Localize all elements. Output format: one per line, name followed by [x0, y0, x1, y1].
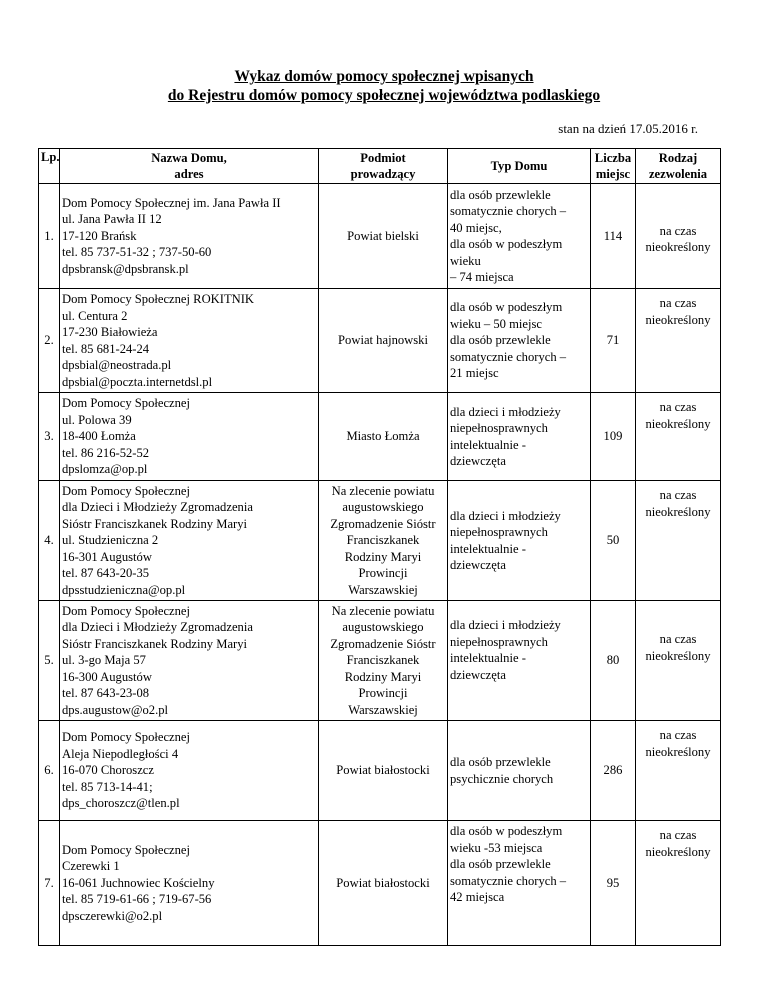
row-lp: 7.: [39, 821, 60, 946]
table-row: [39, 481, 721, 601]
row-lp: 3.: [39, 393, 60, 481]
row-operator: Na zlecenie powiatu augustowskiego Zgromadzenie Sióstr Franciszkanek Rodziny Maryi Prowincji Warszawskiej: [319, 481, 448, 601]
table-row: [39, 184, 721, 289]
row-operator: Powiat białostocki: [319, 821, 448, 946]
row-lp: 6.: [39, 721, 60, 821]
col-header-operator: Podmiot prowadzący: [319, 149, 448, 184]
row-name-address: Dom Pomocy Społecznej dla Dzieci i Młodzieży Zgromadzenia Sióstr Franciszkanek Rodziny Maryi ul. 3-go Maja 57 16-300 Augustów tel. 87 643-23-08 dps.augustow@o2.pl: [60, 601, 319, 721]
col-header-name: Nazwa Domu, adres: [60, 149, 319, 184]
row-count: 109: [591, 393, 636, 481]
row-count: 80: [591, 601, 636, 721]
row-type: dla osób przewlekle psychicznie chorych: [448, 721, 591, 821]
registry-table: [38, 148, 721, 946]
row-count: 71: [591, 289, 636, 393]
row-permit: na czas nieokreślony: [636, 289, 721, 393]
row-count: 50: [591, 481, 636, 601]
table-row: [39, 289, 721, 393]
row-type: dla osób w podeszłym wieku – 50 miejsc dla osób przewlekle somatycznie chorych – 21 miejsc: [448, 289, 591, 393]
row-permit: na czas nieokreślony: [636, 721, 721, 821]
row-operator: Powiat hajnowski: [319, 289, 448, 393]
row-type: dla dzieci i młodzieży niepełnosprawnych intelektualnie - dziewczęta: [448, 393, 591, 481]
row-name-address: Dom Pomocy Społecznej im. Jana Pawła II ul. Jana Pawła II 12 17-120 Brańsk tel. 85 737-51-32 ; 737-50-60 dpsbransk@dpsbransk.pl: [60, 184, 319, 289]
row-type: dla osób przewlekle somatycznie chorych – 40 miejsc, dla osób w podeszłym wieku – 74 miejsca: [448, 184, 591, 289]
row-name-address: Dom Pomocy Społecznej ul. Polowa 39 18-400 Łomża tel. 86 216-52-52 dpslomza@op.pl: [60, 393, 319, 481]
col-header-count: Liczba miejsc: [591, 149, 636, 184]
col-header-type: Typ Domu: [448, 149, 591, 184]
col-header-lp: Lp.: [39, 149, 60, 184]
table-row: [39, 393, 721, 481]
row-count: 286: [591, 721, 636, 821]
table-header-row: [39, 149, 721, 184]
row-type: dla dzieci i młodzieży niepełnosprawnych intelektualnie - dziewczęta: [448, 481, 591, 601]
document-title-line1: Wykaz domów pomocy społecznej wpisanych: [234, 68, 534, 85]
row-name-address: Dom Pomocy Społecznej Aleja Niepodległości 4 16-070 Choroszcz tel. 85 713-14-41; dps_choroszcz@tlen.pl: [60, 721, 319, 821]
row-operator: Na zlecenie powiatu augustowskiego Zgromadzenie Sióstr Franciszkanek Rodziny Maryi Prowincji Warszawskiej: [319, 601, 448, 721]
row-permit: na czas nieokreślony: [636, 481, 721, 601]
row-permit: na czas nieokreślony: [636, 601, 721, 721]
row-count: 95: [591, 821, 636, 946]
row-operator: Miasto Łomża: [319, 393, 448, 481]
table-row: [39, 721, 721, 821]
row-count: 114: [591, 184, 636, 289]
row-lp: 1.: [39, 184, 60, 289]
row-name-address: Dom Pomocy Społecznej Czerewki 1 16-061 Juchnowiec Kościelny tel. 85 719-61-66 ; 719-67-56 dpsczerewki@o2.pl: [60, 821, 319, 946]
table-row: [39, 601, 721, 721]
row-lp: 4.: [39, 481, 60, 601]
row-type: dla osób w podeszłym wieku -53 miejsca dla osób przewlekle somatycznie chorych – 42 miejsca: [448, 821, 591, 946]
row-name-address: Dom Pomocy Społecznej dla Dzieci i Młodzieży Zgromadzenia Sióstr Franciszkanek Rodziny Maryi ul. Studzieniczna 2 16-301 Augustów tel. 87 643-20-35 dpsstudzieniczna@op.pl: [60, 481, 319, 601]
row-operator: Powiat białostocki: [319, 721, 448, 821]
row-type: dla dzieci i młodzieży niepełnosprawnych intelektualnie - dziewczęta: [448, 601, 591, 721]
row-permit: na czas nieokreślony: [636, 821, 721, 946]
row-lp: 5.: [39, 601, 60, 721]
table-row: [39, 821, 721, 946]
document-title-line2: do Rejestru domów pomocy społecznej województwa podlaskiego: [167, 87, 601, 104]
row-lp: 2.: [39, 289, 60, 393]
col-header-permit: Rodzaj zezwolenia: [636, 149, 721, 184]
row-permit: na czas nieokreślony: [636, 393, 721, 481]
as-of-date: stan na dzień 17.05.2016 r.: [558, 121, 698, 136]
row-operator: Powiat bielski: [319, 184, 448, 289]
row-permit: na czas nieokreślony: [636, 184, 721, 289]
row-name-address: Dom Pomocy Społecznej ROKITNIK ul. Centura 2 17-230 Białowieża tel. 85 681-24-24 dpsbial@neostrada.pl dpsbial@poczta.internetdsl.pl: [60, 289, 319, 393]
